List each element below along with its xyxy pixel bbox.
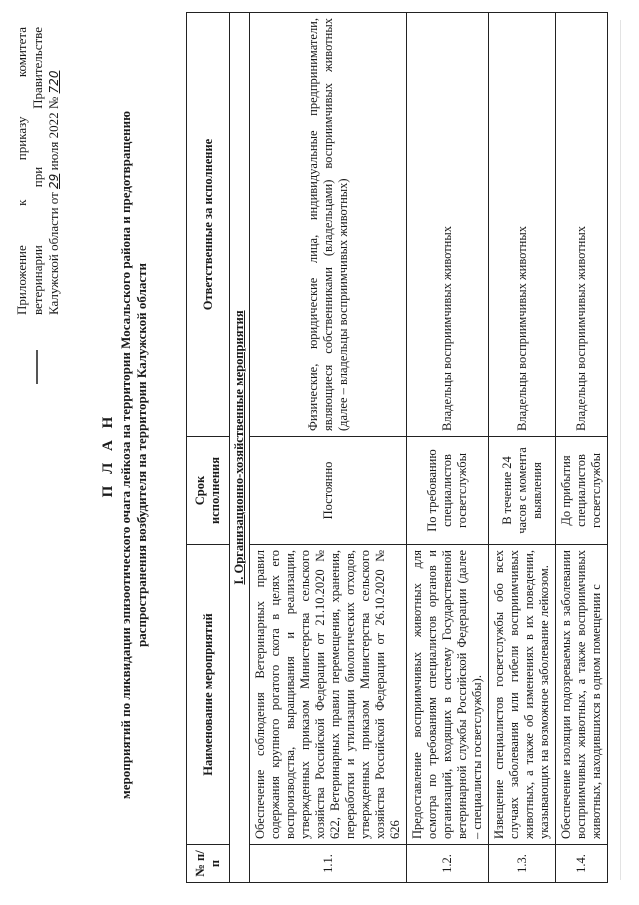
- appendix-order-number: 720: [47, 70, 61, 94]
- row-num: 1.2.: [407, 845, 489, 883]
- header-term: Срок исполнения: [187, 437, 230, 545]
- row-responsible: Владельцы восприимчивых животных: [407, 13, 489, 437]
- table-row: [556, 13, 608, 883]
- table-row: [250, 13, 407, 883]
- appendix-line-1: Приложение к приказу комитета: [14, 27, 29, 315]
- section-row: [230, 13, 250, 883]
- header-num: № п/п: [187, 845, 230, 883]
- row-responsible: Владельцы восприимчивых животных: [556, 13, 608, 437]
- row-num: 1.3.: [489, 845, 556, 883]
- row-responsible: Владельцы восприимчивых животных: [489, 13, 556, 437]
- document-title: [100, 65, 150, 845]
- row-term: В течение 24 часов с момента выявления: [489, 437, 556, 545]
- title-plan: П Л А Н: [100, 412, 116, 498]
- title-line-2: распространения возбудителя на территории Калужской области: [134, 262, 149, 648]
- table-row: [489, 13, 556, 883]
- row-term: До прибытия специалистов госветслужбы: [556, 437, 608, 545]
- row-name: Обеспечение соблюдения Ветеринарных правил содержания крупного рогатого скота в целях его воспроизводства, выращивания и реализации, утвержденных приказом Министерства сельского хозяйства Российской Федерации от 21.10.2020 № 622, Ветеринарных правил перемещения, хранения, переработки и утилизации биологических отходов, утвержденных приказом Министерства сельского хозяйства Российской Федерации от 26.10.2020 № 626: [250, 545, 407, 845]
- table-row: [407, 13, 489, 883]
- row-name: Извещение специалистов госветслужбы обо всех случаях заболевания или гибели восприимчивых животных, а также об изменениях в их поведении, указывающих на возможное заболевание лейкозом.: [489, 545, 556, 845]
- measures-table: [186, 12, 608, 883]
- row-term: По требованию специалистов госветслужбы: [407, 437, 489, 545]
- row-name: Предоставление восприимчивых животных для осмотра по требованиям специалистов органов и организаций, входящих в систему Государственной ветеринарной службы Российской Федерации (далее – специалисты госветслужбы).: [407, 545, 489, 845]
- section-title: I. Организационно-хозяйственные мероприятия: [232, 310, 246, 585]
- appendix-date-middle: июля 2022 №: [46, 93, 61, 174]
- row-name: Обеспечение изоляции подозреваемых в заболевании восприимчивых животных, а также восприимчивых животных, находившихся в одном помещении с: [556, 545, 608, 845]
- row-num: 1.1.: [250, 845, 407, 883]
- header-responsible: Ответственные за исполнение: [187, 13, 230, 437]
- header-name: Наименование мероприятий: [187, 545, 230, 845]
- appendix-line-3: [46, 27, 62, 315]
- row-num: 1.4.: [556, 845, 608, 883]
- title-line-1: мероприятий по ликвидации эпизоотического очага лейкоза на территории Мосальского района и предотвращению: [118, 110, 133, 800]
- appendix-line-2: ветеринарии при Правительстве: [30, 27, 45, 315]
- row-term: Постоянно: [250, 437, 407, 545]
- appendix-date-day: 29: [47, 173, 61, 189]
- appendix-note: [14, 27, 62, 315]
- table-header-row: [187, 13, 230, 883]
- appendix-date-prefix: Калужской области от: [46, 188, 61, 315]
- row-responsible: Физические, юридические лица, индивидуальные предприниматели, являющиеся собственниками (владельцами) восприимчивых животных (далее – владельцы восприимчивых животных): [250, 13, 407, 437]
